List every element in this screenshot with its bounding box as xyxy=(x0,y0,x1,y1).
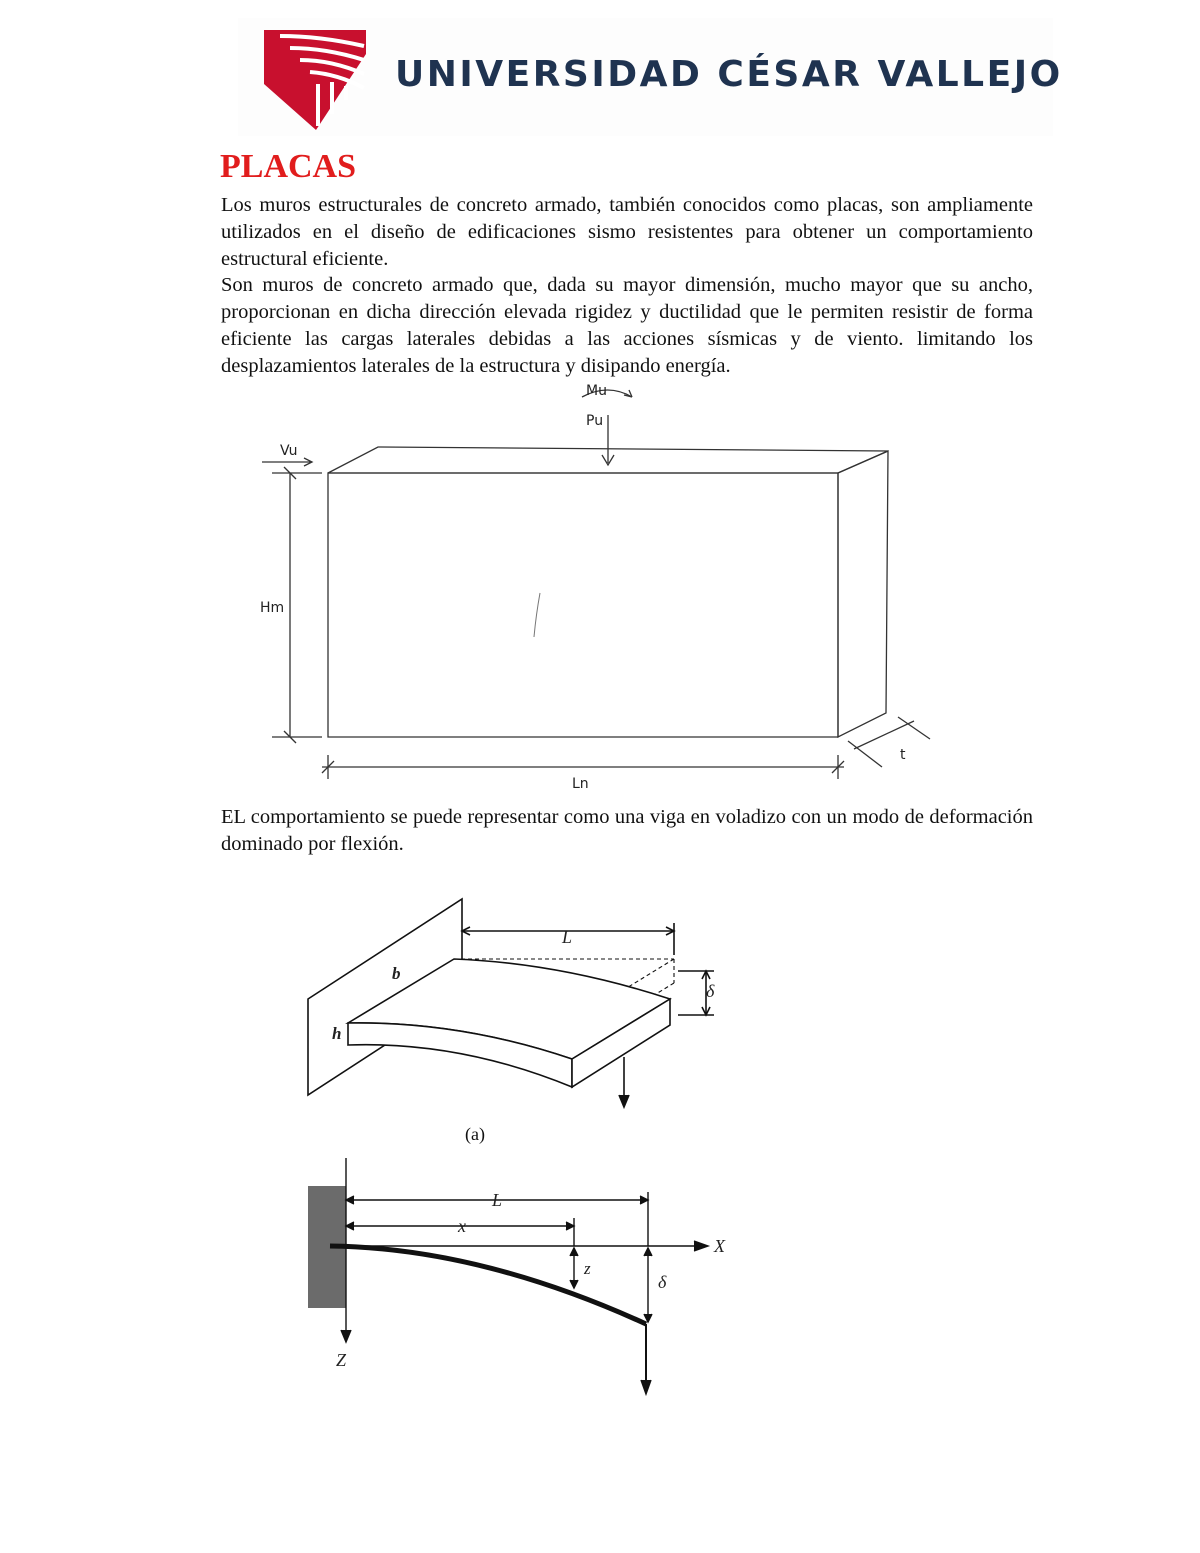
cantilever-3d-figure xyxy=(300,895,740,1115)
figure-caption: (a) xyxy=(465,1124,485,1144)
axial-load-label: Pu xyxy=(586,413,604,429)
beam-deflection-label: δ xyxy=(706,981,715,1001)
wall-side-face xyxy=(838,451,888,737)
shear-wall-figure xyxy=(250,375,950,795)
position-label: x xyxy=(458,1216,466,1236)
beam-length-label: L xyxy=(562,927,573,947)
height-label: Hm xyxy=(260,600,285,616)
z-axis-label: Z xyxy=(336,1350,347,1370)
length-label: Ln xyxy=(572,776,589,792)
deflected-beam xyxy=(330,1246,646,1324)
shear-label: Vu xyxy=(280,443,298,459)
wall-front-face xyxy=(328,473,838,737)
moment-label: Mu xyxy=(586,383,607,399)
beam-height-label: h xyxy=(332,1024,342,1043)
ucv-shield-logo-icon xyxy=(260,24,370,130)
paragraph-behavior: EL comportamiento se puede representar como una viga en voladizo con un modo de deformación dominado por flexión. xyxy=(221,806,1033,855)
local-deflection-label: z xyxy=(584,1259,591,1278)
tip-deflection-label: δ xyxy=(658,1272,667,1292)
page-title: PLACAS xyxy=(220,148,357,185)
x-axis-label: X xyxy=(714,1236,725,1256)
cantilever-2d-figure xyxy=(300,1150,740,1400)
length-label: L xyxy=(492,1190,503,1210)
paragraph-intro: Los muros estructurales de concreto armado, también conocidos como placas, son ampliamente utilizados en el diseño de edificaciones sismo resistentes para obtener un comportamiento estructural eficiente. xyxy=(221,194,1033,270)
thickness-label: t xyxy=(900,747,906,763)
institution-name: UNIVERSIDAD CÉSAR VALLEJO xyxy=(395,54,1063,95)
beam-width-label: b xyxy=(392,964,401,983)
paragraph-description: Son muros de concreto armado que, dada su mayor dimensión, mucho mayor que su ancho, proporcionan en dicha dirección elevada rigidez y ductilidad que le permiten resistir de forma eficiente las cargas laterales debidas a las acciones sísmicas y de viento. limitando los desplazamientos laterales de la estructura y disipando energía. xyxy=(221,274,1033,377)
university-header xyxy=(238,18,1063,136)
